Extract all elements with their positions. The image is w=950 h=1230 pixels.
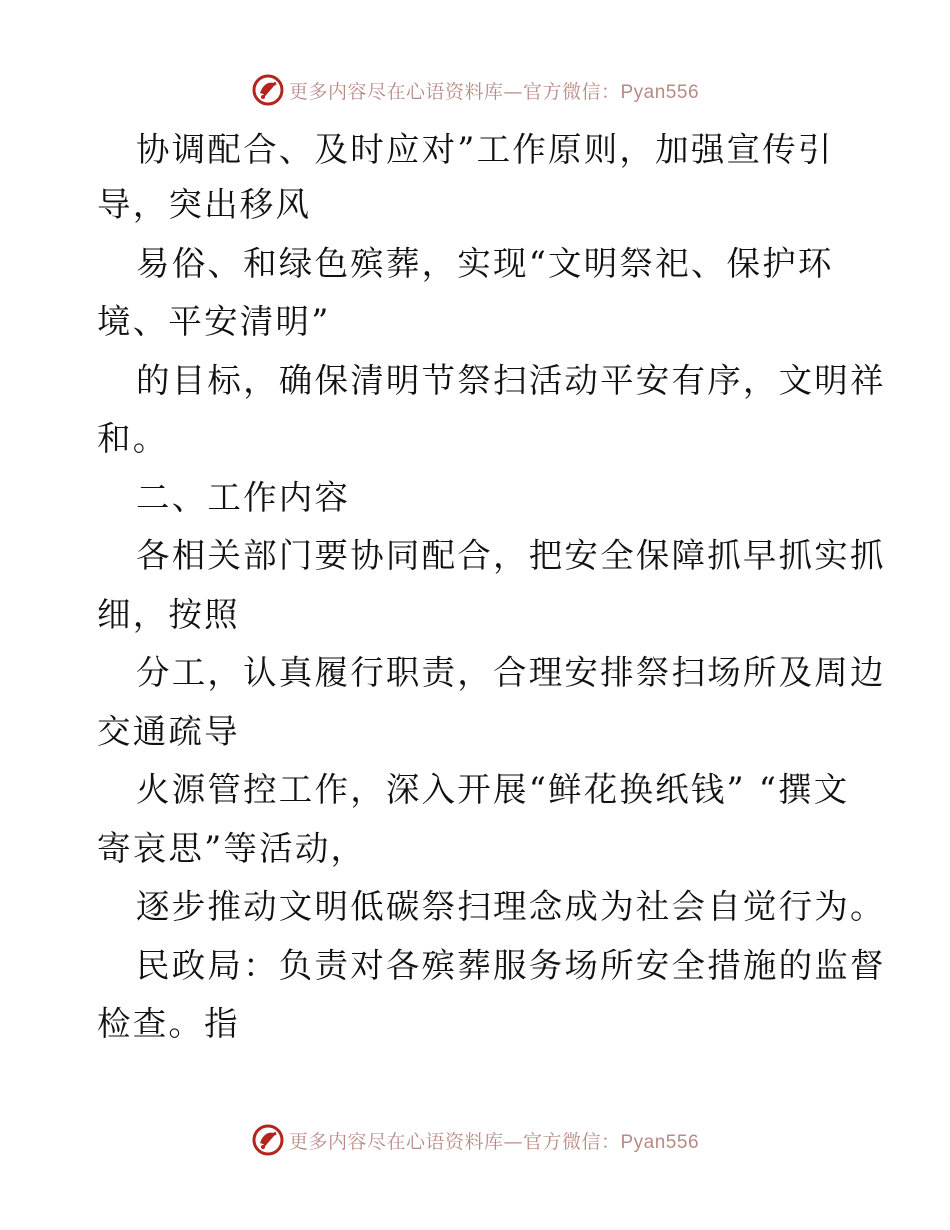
text-line: 民政局：负责对各殡葬服务场所安全措施的监督 [136, 946, 886, 985]
footer-watermark [0, 1123, 950, 1157]
text-line: 交通疏导 [97, 712, 240, 751]
text-line: 分工，认真履行职责，合理安排祭扫场所及周边 [136, 653, 886, 692]
text-line: 寄哀思”等活动， [97, 829, 367, 868]
watermark-id: Pyan556 [620, 81, 700, 103]
text-line: 逐步推动文明低碳祭扫理念成为社会自觉行为。 [136, 887, 886, 926]
text-line: 火源管控工作，深入开展“鲜花换纸钱” “撰文 [136, 770, 850, 809]
text-line: 的目标，确保清明节祭扫活动平安有序，文明祥 [136, 361, 886, 400]
text-line: 易俗、和绿色殡葬，实现“文明祭祀、保护环 [136, 244, 834, 283]
text-line: 协调配合、及时应对”工作原则，加强宣传引 [136, 130, 834, 169]
watermark-text [289, 1127, 699, 1154]
heart-pen-logo-icon [251, 1123, 285, 1157]
watermark-label: 更多内容尽在心语资料库—官方微信： [288, 1130, 621, 1153]
section-heading: 二、工作内容 [136, 478, 351, 517]
header-watermark [0, 73, 950, 107]
watermark-label: 更多内容尽在心语资料库—官方微信： [288, 80, 621, 103]
text-line: 检查。指 [97, 1004, 240, 1043]
text-line: 境、平安清明” [97, 302, 331, 341]
text-line: 导，突出移风 [97, 185, 312, 224]
heart-pen-logo-icon [251, 73, 285, 107]
text-line: 细，按照 [97, 595, 240, 634]
watermark-text [289, 77, 699, 104]
text-line: 各相关部门要协同配合，把安全保障抓早抓实抓 [136, 536, 886, 575]
text-line: 和。 [97, 419, 169, 458]
watermark-id: Pyan556 [620, 1131, 700, 1153]
